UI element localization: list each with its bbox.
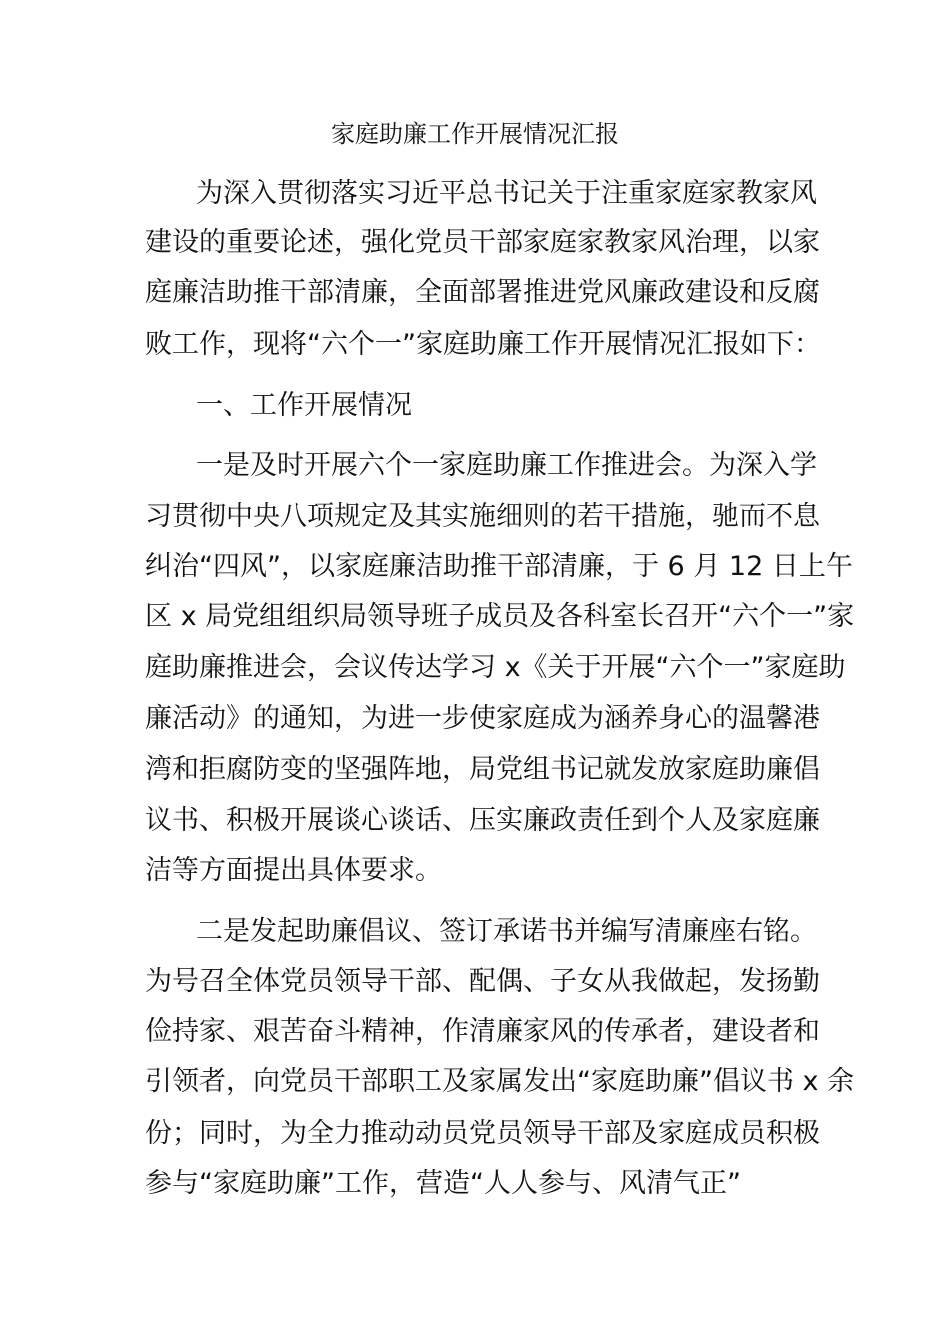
paragraph-line: 湾和拒腐防变的坚强阵地，局党组书记就发放家庭助廉倡 — [145, 754, 820, 785]
paragraph-line: 一是及时开展六个一家庭助廉工作推进会。为深入学 — [196, 450, 817, 481]
section-heading: 一、工作开展情况 — [196, 390, 412, 421]
paragraph-line: 议书、积极开展谈心谈话、压实廉政责任到个人及家庭廉 — [145, 805, 820, 836]
paragraph-line: 为深入贯彻落实习近平总书记关于注重家庭家教家风 — [196, 178, 817, 209]
paragraph-line: 为号召全体党员领导干部、配偶、子女从我做起，发扬勤 — [145, 966, 820, 997]
paragraph-line: 区 x 局党组组织局领导班子成员及各科室长召开“六个一”家 — [145, 601, 855, 632]
paragraph-line: 份；同时，为全力推动动员党员领导干部及家庭成员积极 — [145, 1118, 820, 1149]
paragraph-line: 建设的重要论述，强化党员干部家庭家教家风治理，以家 — [145, 227, 820, 258]
document-title: 家庭助廉工作开展情况汇报 — [331, 120, 619, 148]
paragraph-line: 二是发起助廉倡议、签订承诺书并编写清廉座右铭。 — [196, 916, 817, 947]
paragraph-line: 败工作，现将“六个一”家庭助廉工作开展情况汇报如下： — [145, 329, 821, 360]
paragraph-line: 纠治“四风”，以家庭廉洁助推干部清廉，于 6 月 12 日上午 — [145, 551, 853, 582]
paragraph-line: 俭持家、艰苦奋斗精神，作清廉家风的传承者，建设者和 — [145, 1016, 820, 1047]
paragraph-line: 庭助廉推进会，会议传达学习 x《关于开展“六个一”家庭助 — [145, 652, 846, 683]
paragraph-line: 廉活动》的通知，为进一步使家庭成为涵养身心的温馨港 — [145, 703, 820, 734]
paragraph-line: 庭廉洁助推干部清廉，全面部署推进党风廉政建设和反腐 — [145, 277, 820, 308]
paragraph-line: 参与“家庭助廉”工作，营造“人人参与、风清气正” — [145, 1168, 741, 1199]
paragraph-line: 洁等方面提出具体要求。 — [145, 855, 442, 886]
paragraph-line: 习贯彻中央八项规定及其实施细则的若干措施，驰而不息 — [145, 501, 820, 532]
paragraph-line: 引领者，向党员干部职工及家属发出“家庭助廉”倡议书 x 余 — [145, 1066, 855, 1097]
